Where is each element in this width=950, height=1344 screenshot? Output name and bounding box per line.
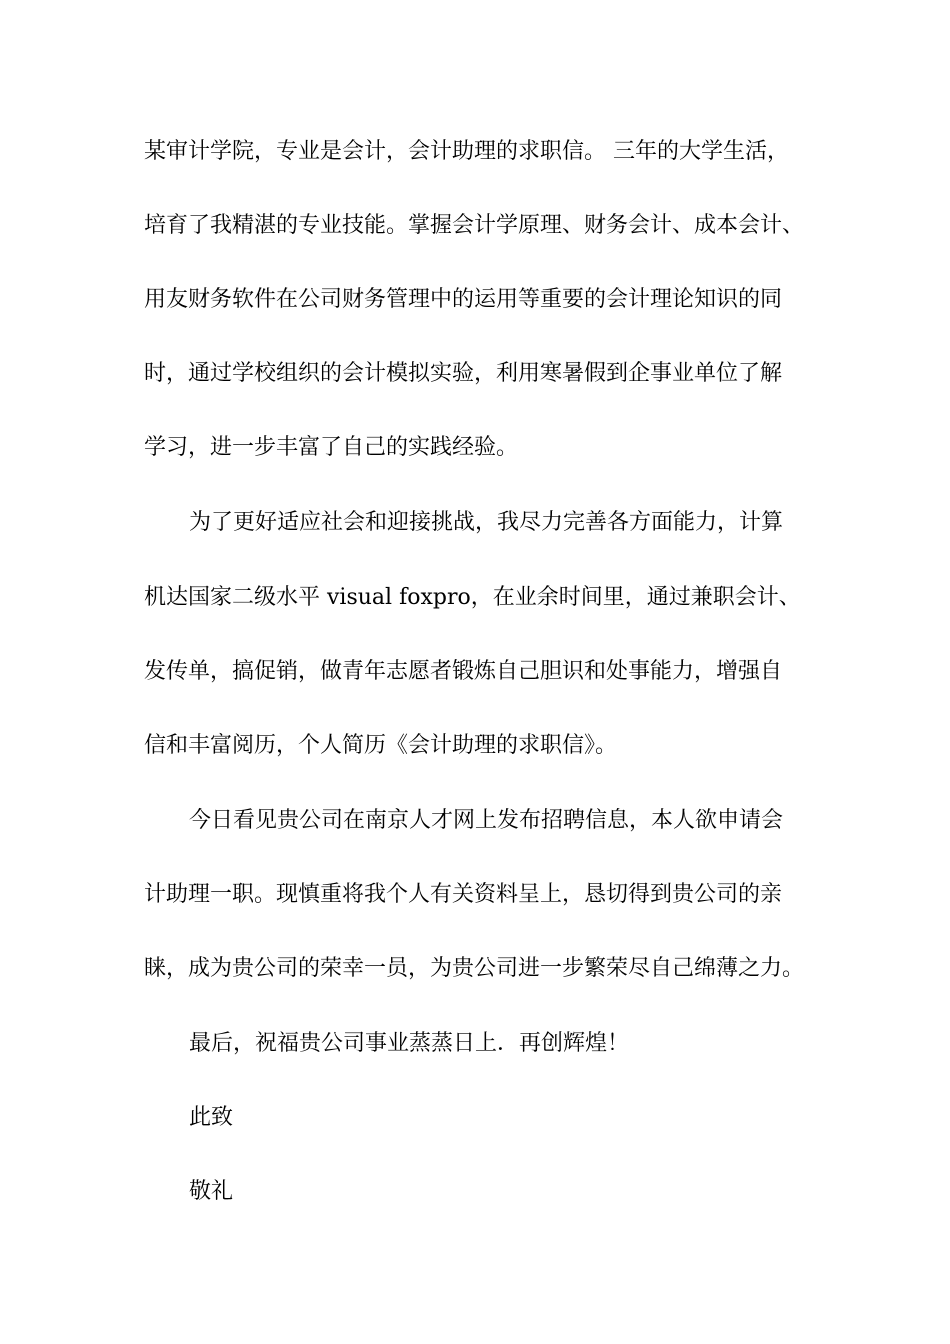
paragraph-line: 用友财务软件在公司财务管理中的运用等重要的会计理论知识的同 (144, 287, 783, 312)
paragraph-line: 信和丰富阅历，个人简历《会计助理的求职信》。 (144, 733, 618, 758)
salutation-jingli: 敬礼 (189, 1179, 234, 1204)
paragraph-line: 机达国家二级水平 visual foxpro，在业余时间里，通过兼职会计、 (144, 585, 801, 610)
paragraph-line: 时，通过学校组织的会计模拟实验，利用寒暑假到企事业单位了解 (144, 361, 783, 386)
paragraph-line: 学习，进一步丰富了自己的实践经验。 (144, 435, 519, 460)
paragraph-line: 培育了我精湛的专业技能。掌握会计学原理、财务会计、成本会计、 (144, 213, 805, 238)
paragraph-line: 某审计学院，专业是会计，会计助理的求职信。 三年的大学生活， (144, 139, 789, 164)
paragraph-line: 发传单，搞促销，做青年志愿者锻炼自己胆识和处事能力，增强自 (144, 659, 783, 684)
salutation-cizhi: 此致 (189, 1105, 234, 1130)
paragraph-line: 计助理一职。现慎重将我个人有关资料呈上，恳切得到贵公司的亲 (144, 882, 783, 907)
paragraph-line: 今日看见贵公司在南京人才网上发布招聘信息，本人欲申请会 (189, 808, 784, 833)
paragraph-line: 为了更好适应社会和迎接挑战，我尽力完善各方面能力，计算 (189, 510, 784, 535)
closing-wish-line: 最后，祝福贵公司事业蒸蒸日上．再创辉煌！ (189, 1031, 630, 1056)
paragraph-line: 睐，成为贵公司的荣幸一员，为贵公司进一步繁荣尽自己绵薄之力。 (144, 956, 805, 981)
